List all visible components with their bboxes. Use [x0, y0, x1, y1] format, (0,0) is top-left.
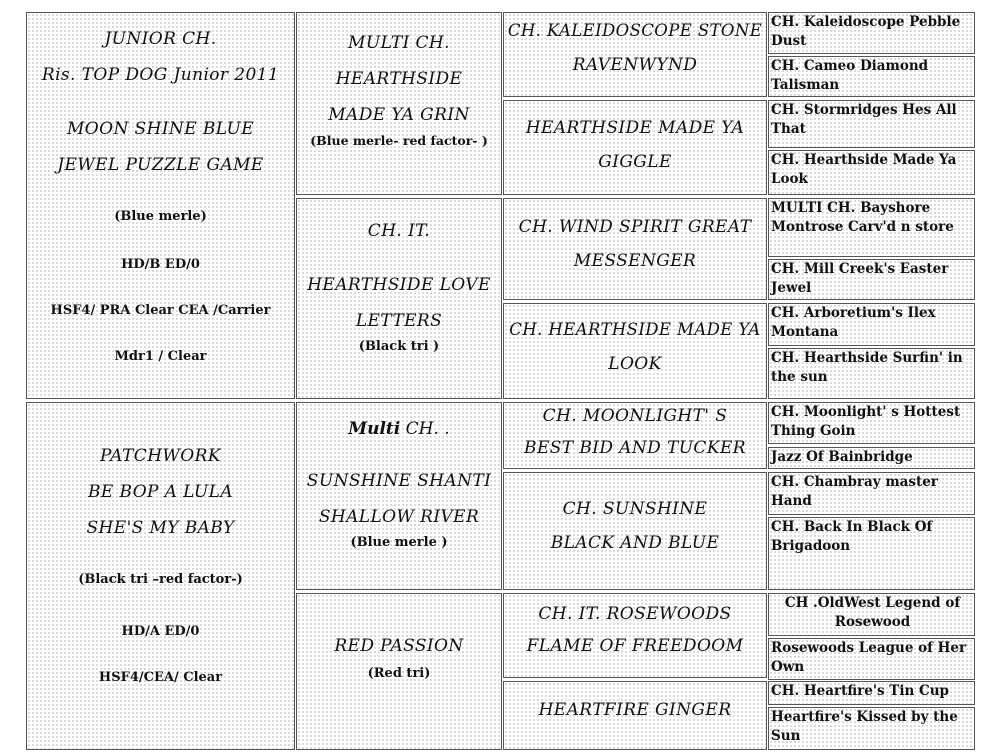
great-grandparent-cell: Heartfire's Kissed by the Sun: [768, 707, 975, 750]
grandparent-name: CH. SUNSHINE: [562, 499, 708, 519]
parent-name: MADE YA GRIN: [328, 105, 470, 125]
parent-name: LETTERS: [355, 311, 443, 331]
parent-color: (Black tri ): [358, 339, 440, 354]
great-grandparent-cell: CH. Hearthside Made Ya Look: [768, 150, 975, 195]
dam-hd: HD/A ED/0: [121, 624, 200, 639]
parent-name: HEARTHSIDE LOVE: [307, 275, 491, 295]
great-grandparent-cell: CH. Hearthside Surfin' in the sun: [768, 348, 975, 399]
parent-name: RED PASSION: [334, 636, 464, 656]
grandparent-cell: [503, 593, 767, 678]
sire-color: (Blue merle): [114, 209, 207, 224]
great-grandparent-cell: CH. Stormridges Hes All That: [768, 100, 975, 148]
parent-name: SUNSHINE SHANTI: [306, 471, 492, 491]
sire-title-award: Ris. TOP DOG Junior 2011: [41, 65, 280, 85]
dam-cell: [26, 402, 295, 750]
grandparent-name: CH. IT. ROSEWOODS: [538, 604, 732, 624]
great-grandparent-cell: CH. Back In Black Of Brigadoon: [768, 517, 975, 590]
dam-name: PATCHWORK: [100, 446, 221, 466]
parent-name: MULTI CH.: [348, 33, 450, 53]
dam-name: BE BOP A LULA: [87, 482, 234, 502]
grandparent-cell: [503, 402, 767, 469]
great-grandparent-cell: CH. Mill Creek's Easter Jewel: [768, 259, 975, 300]
dam-health: HSF4/CEA/ Clear: [98, 670, 223, 685]
grandparent-name: RAVENWYND: [572, 55, 698, 75]
dam-color: (Black tri –red factor-): [78, 572, 243, 587]
sire-cell: [26, 12, 295, 399]
parent-name: CH. IT.: [367, 221, 431, 241]
parent-color: (Red tri): [367, 666, 431, 681]
grandparent-name: HEARTHSIDE MADE YA: [525, 118, 745, 138]
great-grandparent-cell: CH. Kaleidoscope Pebble Dust: [768, 12, 975, 54]
sire-name: MOON SHINE BLUE: [66, 119, 255, 139]
dam-name: SHE'S MY BABY: [86, 518, 235, 538]
grandparent-name: CH. KALEIDOSCOPE STONE: [507, 21, 763, 40]
grandparent-cell: [503, 303, 767, 399]
dam-mother-cell: [296, 593, 502, 750]
grandparent-name: GIGGLE: [598, 152, 672, 172]
great-grandparent-cell: MULTI CH. Bayshore Montrose Carv'd n store: [768, 198, 975, 257]
parent-name: SHALLOW RIVER: [318, 507, 480, 527]
great-grandparent-cell: CH .OldWest Legend of Rosewood: [768, 593, 975, 636]
sire-mdr1: Mdr1 / Clear: [114, 349, 207, 364]
great-grandparent-cell: CH. Cameo Diamond Talisman: [768, 56, 975, 97]
parent-color: (Blue merle ): [350, 535, 448, 550]
grandparent-name: MESSENGER: [573, 251, 697, 271]
grandparent-cell: [503, 198, 767, 300]
sire-father-cell: [296, 12, 502, 195]
grandparent-cell: [503, 100, 767, 195]
parent-color: (Blue merle- red factor- ): [310, 133, 488, 148]
grandparent-name: CH. HEARTHSIDE MADE YA: [509, 320, 761, 339]
grandparent-name: BEST BID AND TUCKER: [524, 438, 746, 458]
grandparent-name: CH. MOONLIGHT' S: [542, 406, 728, 426]
great-grandparent-cell: Jazz Of Bainbridge: [768, 447, 975, 469]
grandparent-name: HEARTFIRE GINGER: [538, 700, 732, 720]
great-grandparent-cell: CH. Moonlight' s Hottest Thing Goin: [768, 402, 975, 444]
great-grandparent-cell: CH. Chambray master Hand: [768, 472, 975, 515]
parent-title-multi: Multi: [348, 419, 401, 439]
great-grandparent-cell: Rosewoods League of Her Own: [768, 638, 975, 680]
great-grandparent-cell: CH. Arboretium's Ilex Montana: [768, 303, 975, 346]
grandparent-cell: [503, 472, 767, 590]
sire-health: HSF4/ PRA Clear CEA /Carrier: [50, 303, 271, 318]
sire-hd: HD/B ED/0: [121, 257, 200, 272]
dam-father-cell: [296, 402, 502, 590]
sire-mother-cell: [296, 198, 502, 399]
grandparent-name: LOOK: [608, 354, 662, 374]
great-grandparent-cell: CH. Heartfire's Tin Cup: [768, 681, 975, 705]
grandparent-name: CH. WIND SPIRIT GREAT: [518, 217, 752, 237]
grandparent-cell: [503, 681, 767, 750]
parent-title: [348, 419, 449, 439]
sire-name: JEWEL PUZZLE GAME: [57, 155, 264, 175]
grandparent-name: FLAME OF FREEDOOM: [526, 636, 744, 656]
grandparent-name: BLACK AND BLUE: [550, 533, 720, 553]
grandparent-cell: [503, 12, 767, 97]
sire-title: JUNIOR CH.: [104, 29, 217, 49]
parent-name: HEARTHSIDE: [335, 69, 463, 89]
parent-title-ch: CH. .: [400, 419, 450, 439]
